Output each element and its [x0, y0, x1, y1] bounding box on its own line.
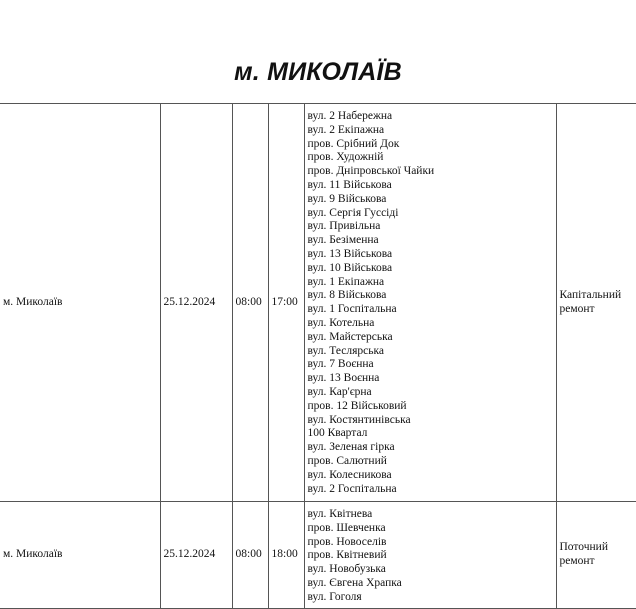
street-item: вул. Квітнева	[307, 508, 373, 520]
street-item: вул. Безіменна	[307, 234, 379, 247]
street-item: пров. Художній	[307, 151, 384, 164]
street-item: вул. Котельна	[307, 316, 375, 329]
street-item: вул. 1 Госпітальна	[307, 303, 397, 316]
street-item: вул. Колесникова	[307, 468, 392, 481]
street-item: вул. Євгена Храпка	[307, 576, 402, 589]
street-item: вул. 13 Військова	[307, 247, 393, 260]
street-item: вул. Новобузька	[307, 563, 386, 576]
streets-cell	[304, 502, 556, 609]
street-item: пров. Квітневий	[307, 549, 387, 562]
date-cell: 25.12.2024	[160, 502, 232, 609]
city-cell: м. Миколаїв	[0, 502, 160, 609]
street-item: вул. 2 Госпітальна	[307, 482, 397, 495]
street-item: пров. Срібний Док	[307, 137, 400, 150]
street-item: пров. 12 Військовий	[307, 399, 407, 412]
end-time-cell: 17:00	[268, 104, 304, 502]
street-item: вул. 13 Воєнна	[307, 372, 380, 385]
street-item: пров. Шевченка	[307, 521, 386, 534]
end-time-cell: 18:00	[268, 502, 304, 609]
start-time-cell: 08:00	[232, 104, 268, 502]
work-type-cell	[556, 104, 636, 502]
city-cell: м. Миколаїв	[0, 104, 160, 502]
street-item: вул. Привільна	[307, 220, 381, 233]
work-type-line: Поточний	[559, 540, 608, 553]
street-item: вул. 11 Військова	[307, 178, 392, 191]
street-item: 100 Квартал	[307, 427, 368, 440]
table-row	[0, 104, 636, 502]
street-item: пров. Новоселів	[307, 535, 387, 548]
work-type-line: Капітальний	[559, 288, 622, 301]
street-item: вул. Кар'єрна	[307, 385, 372, 398]
street-item: вул. 7 Воєнна	[307, 358, 374, 371]
street-item: вул. 8 Військова	[307, 289, 387, 302]
street-item: вул. 10 Військова	[307, 261, 393, 274]
street-item: вул. 2 Екіпажна	[307, 123, 385, 136]
outage-schedule-table	[0, 103, 636, 609]
street-item: пров. Салютний	[307, 454, 387, 467]
work-type-line: ремонт	[559, 554, 595, 567]
table-row	[0, 502, 636, 609]
page-title: м. МИКОЛАЇВ	[234, 58, 402, 86]
street-item: вул. Майстерська	[307, 330, 393, 343]
street-item: вул. Сергія Гуссіді	[307, 206, 399, 219]
street-item: вул. Костянтинівська	[307, 413, 411, 426]
start-time-cell: 08:00	[232, 502, 268, 609]
street-item: пров. Дніпровської Чайки	[307, 165, 435, 178]
work-type-cell	[556, 502, 636, 609]
street-item: вул. Зеленая гірка	[307, 441, 395, 454]
streets-cell	[304, 104, 556, 502]
street-item: вул. Гоголя	[307, 590, 362, 603]
street-item: вул. 2 Набережна	[307, 110, 393, 122]
street-item: вул. 9 Військова	[307, 192, 387, 205]
street-item: вул. 1 Екіпажна	[307, 275, 385, 288]
work-type-line: ремонт	[559, 302, 595, 315]
street-item: вул. Теслярська	[307, 344, 384, 357]
date-cell: 25.12.2024	[160, 104, 232, 502]
